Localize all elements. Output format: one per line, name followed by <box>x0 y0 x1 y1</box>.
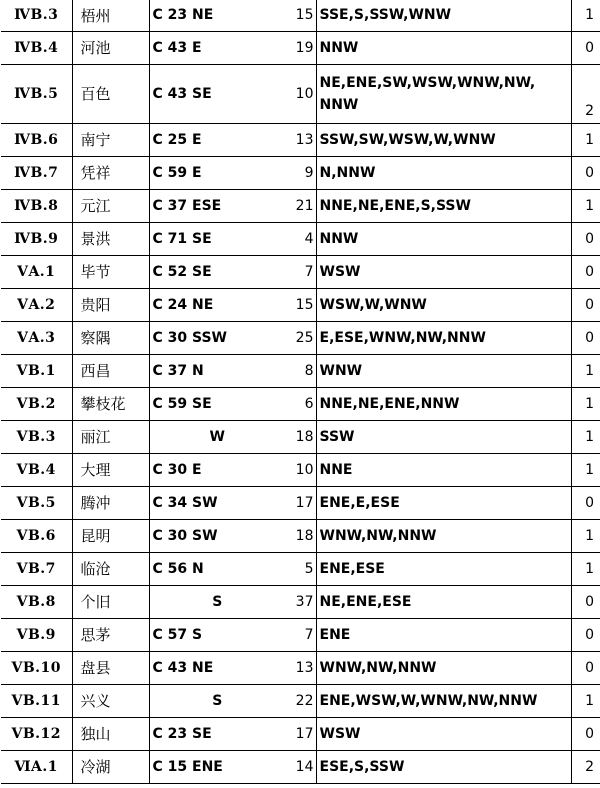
count-cell: 1 <box>571 552 600 585</box>
directions-cell: N,NNW <box>316 156 571 189</box>
count-cell: 2 <box>571 750 600 783</box>
station-cell: 贵阳 <box>72 288 149 321</box>
table-row <box>1 420 600 453</box>
count-cell: 1 <box>571 387 600 420</box>
table-row <box>1 552 600 585</box>
table-row <box>1 64 600 123</box>
count-cell: 1 <box>571 123 600 156</box>
region-cell: ⅤB.9 <box>1 618 72 651</box>
region-cell: ⅣB.8 <box>1 189 72 222</box>
table-row <box>1 321 600 354</box>
count-cell: 0 <box>571 31 600 64</box>
region-cell: ⅣB.3 <box>1 0 72 31</box>
directions-cell: SSE,S,SSW,WNW <box>316 0 571 31</box>
station-cell: 临沧 <box>72 552 149 585</box>
table-row <box>1 0 600 31</box>
count-cell: 0 <box>571 156 600 189</box>
calm-direction-cell: S <box>149 585 282 618</box>
frequency-cell: 22 <box>282 684 316 717</box>
directions-cell: SSW,SW,WSW,W,WNW <box>316 123 571 156</box>
station-cell: 丽江 <box>72 420 149 453</box>
table-row <box>1 585 600 618</box>
climate-wind-table <box>1 0 600 784</box>
calm-direction-cell: C 30 E <box>149 453 282 486</box>
table-row <box>1 453 600 486</box>
calm-direction-cell: C 59 SE <box>149 387 282 420</box>
station-cell: 兴义 <box>72 684 149 717</box>
frequency-cell: 5 <box>282 552 316 585</box>
station-cell: 元江 <box>72 189 149 222</box>
frequency-cell: 9 <box>282 156 316 189</box>
region-cell: ⅤB.2 <box>1 387 72 420</box>
calm-direction-cell: S <box>149 684 282 717</box>
calm-direction-cell: C 23 SE <box>149 717 282 750</box>
station-cell: 梧州 <box>72 0 149 31</box>
count-cell: 0 <box>571 717 600 750</box>
directions-cell: WNW,NW,NNW <box>316 651 571 684</box>
station-cell: 河池 <box>72 31 149 64</box>
directions-cell: NNE <box>316 453 571 486</box>
directions-cell: WSW <box>316 255 571 288</box>
table-row <box>1 750 600 783</box>
calm-direction-cell: C 23 NE <box>149 0 282 31</box>
count-cell: 2 <box>571 64 600 123</box>
region-cell: ⅤB.5 <box>1 486 72 519</box>
count-cell: 0 <box>571 321 600 354</box>
station-cell: 昆明 <box>72 519 149 552</box>
calm-direction-cell: C 37 ESE <box>149 189 282 222</box>
calm-direction-cell: C 30 SW <box>149 519 282 552</box>
table-row <box>1 717 600 750</box>
calm-direction-cell: C 57 S <box>149 618 282 651</box>
count-cell: 0 <box>571 255 600 288</box>
region-cell: ⅤB.1 <box>1 354 72 387</box>
frequency-cell: 4 <box>282 222 316 255</box>
frequency-cell: 21 <box>282 189 316 222</box>
table-body <box>1 0 600 783</box>
frequency-cell: 14 <box>282 750 316 783</box>
directions-cell: NNW <box>316 31 571 64</box>
directions-cell: ENE,WSW,W,WNW,NW,NNW <box>316 684 571 717</box>
count-cell: 1 <box>571 453 600 486</box>
frequency-cell: 18 <box>282 420 316 453</box>
frequency-cell: 8 <box>282 354 316 387</box>
calm-direction-cell: C 15 ENE <box>149 750 282 783</box>
count-cell: 0 <box>571 618 600 651</box>
station-cell: 毕节 <box>72 255 149 288</box>
calm-direction-cell: C 25 E <box>149 123 282 156</box>
region-cell: ⅤA.3 <box>1 321 72 354</box>
count-cell: 0 <box>571 486 600 519</box>
table-row <box>1 519 600 552</box>
calm-direction-cell: C 52 SE <box>149 255 282 288</box>
frequency-cell: 7 <box>282 618 316 651</box>
table-row <box>1 387 600 420</box>
station-cell: 独山 <box>72 717 149 750</box>
table-row <box>1 288 600 321</box>
station-cell: 凭祥 <box>72 156 149 189</box>
frequency-cell: 17 <box>282 717 316 750</box>
frequency-cell: 25 <box>282 321 316 354</box>
station-cell: 攀枝花 <box>72 387 149 420</box>
calm-direction-cell: C 71 SE <box>149 222 282 255</box>
table-row <box>1 31 600 64</box>
region-cell: ⅤB.4 <box>1 453 72 486</box>
station-cell: 个旧 <box>72 585 149 618</box>
station-cell: 南宁 <box>72 123 149 156</box>
count-cell: 1 <box>571 354 600 387</box>
station-cell: 西昌 <box>72 354 149 387</box>
directions-cell: ENE,ESE <box>316 552 571 585</box>
directions-cell: WSW,W,WNW <box>316 288 571 321</box>
calm-direction-cell: C 43 SE <box>149 64 282 123</box>
calm-direction-cell: C 24 NE <box>149 288 282 321</box>
station-cell: 思茅 <box>72 618 149 651</box>
directions-cell: WNW,NW,NNW <box>316 519 571 552</box>
frequency-cell: 15 <box>282 0 316 31</box>
count-cell: 1 <box>571 684 600 717</box>
frequency-cell: 19 <box>282 31 316 64</box>
table-row <box>1 354 600 387</box>
directions-cell: ESE,S,SSW <box>316 750 571 783</box>
directions-cell: NE,ENE,SW,WSW,WNW,NW, NNW <box>316 64 571 123</box>
frequency-cell: 13 <box>282 651 316 684</box>
calm-direction-cell: C 37 N <box>149 354 282 387</box>
table-row <box>1 684 600 717</box>
frequency-cell: 13 <box>282 123 316 156</box>
frequency-cell: 15 <box>282 288 316 321</box>
station-cell: 冷湖 <box>72 750 149 783</box>
region-cell: ⅥA.1 <box>1 750 72 783</box>
station-cell: 大理 <box>72 453 149 486</box>
calm-direction-cell: C 56 N <box>149 552 282 585</box>
region-cell: ⅣB.7 <box>1 156 72 189</box>
table-row <box>1 222 600 255</box>
table-row <box>1 189 600 222</box>
table-row <box>1 156 600 189</box>
table-row <box>1 255 600 288</box>
region-cell: ⅤB.3 <box>1 420 72 453</box>
frequency-cell: 18 <box>282 519 316 552</box>
table-row <box>1 486 600 519</box>
directions-cell: E,ESE,WNW,NW,NNW <box>316 321 571 354</box>
directions-cell: NE,ENE,ESE <box>316 585 571 618</box>
region-cell: ⅤB.6 <box>1 519 72 552</box>
frequency-cell: 10 <box>282 64 316 123</box>
region-cell: ⅤB.12 <box>1 717 72 750</box>
table-row <box>1 651 600 684</box>
table-row <box>1 618 600 651</box>
station-cell: 察隅 <box>72 321 149 354</box>
directions-cell: WSW <box>316 717 571 750</box>
directions-cell: SSW <box>316 420 571 453</box>
directions-cell: NNW <box>316 222 571 255</box>
table-row <box>1 123 600 156</box>
region-cell: ⅣB.4 <box>1 31 72 64</box>
calm-direction-cell: C 34 SW <box>149 486 282 519</box>
region-cell: ⅣB.5 <box>1 64 72 123</box>
directions-cell: NNE,NE,ENE,S,SSW <box>316 189 571 222</box>
count-cell: 0 <box>571 651 600 684</box>
count-cell: 1 <box>571 519 600 552</box>
calm-direction-cell: C 30 SSW <box>149 321 282 354</box>
station-cell: 景洪 <box>72 222 149 255</box>
station-cell: 盘县 <box>72 651 149 684</box>
region-cell: ⅣB.9 <box>1 222 72 255</box>
count-cell: 0 <box>571 222 600 255</box>
region-cell: ⅤB.10 <box>1 651 72 684</box>
calm-direction-cell: W <box>149 420 282 453</box>
directions-cell: WNW <box>316 354 571 387</box>
calm-direction-cell: C 43 NE <box>149 651 282 684</box>
directions-cell: ENE <box>316 618 571 651</box>
frequency-cell: 37 <box>282 585 316 618</box>
frequency-cell: 17 <box>282 486 316 519</box>
frequency-cell: 7 <box>282 255 316 288</box>
region-cell: ⅤB.11 <box>1 684 72 717</box>
region-cell: ⅤA.2 <box>1 288 72 321</box>
region-cell: ⅤB.7 <box>1 552 72 585</box>
region-cell: ⅤA.1 <box>1 255 72 288</box>
count-cell: 1 <box>571 0 600 31</box>
region-cell: ⅣB.6 <box>1 123 72 156</box>
directions-cell: NNE,NE,ENE,NNW <box>316 387 571 420</box>
count-cell: 1 <box>571 189 600 222</box>
station-cell: 百色 <box>72 64 149 123</box>
frequency-cell: 6 <box>282 387 316 420</box>
count-cell: 0 <box>571 288 600 321</box>
frequency-cell: 10 <box>282 453 316 486</box>
count-cell: 1 <box>571 420 600 453</box>
region-cell: ⅤB.8 <box>1 585 72 618</box>
count-cell: 0 <box>571 585 600 618</box>
calm-direction-cell: C 59 E <box>149 156 282 189</box>
directions-cell: ENE,E,ESE <box>316 486 571 519</box>
calm-direction-cell: C 43 E <box>149 31 282 64</box>
station-cell: 腾冲 <box>72 486 149 519</box>
